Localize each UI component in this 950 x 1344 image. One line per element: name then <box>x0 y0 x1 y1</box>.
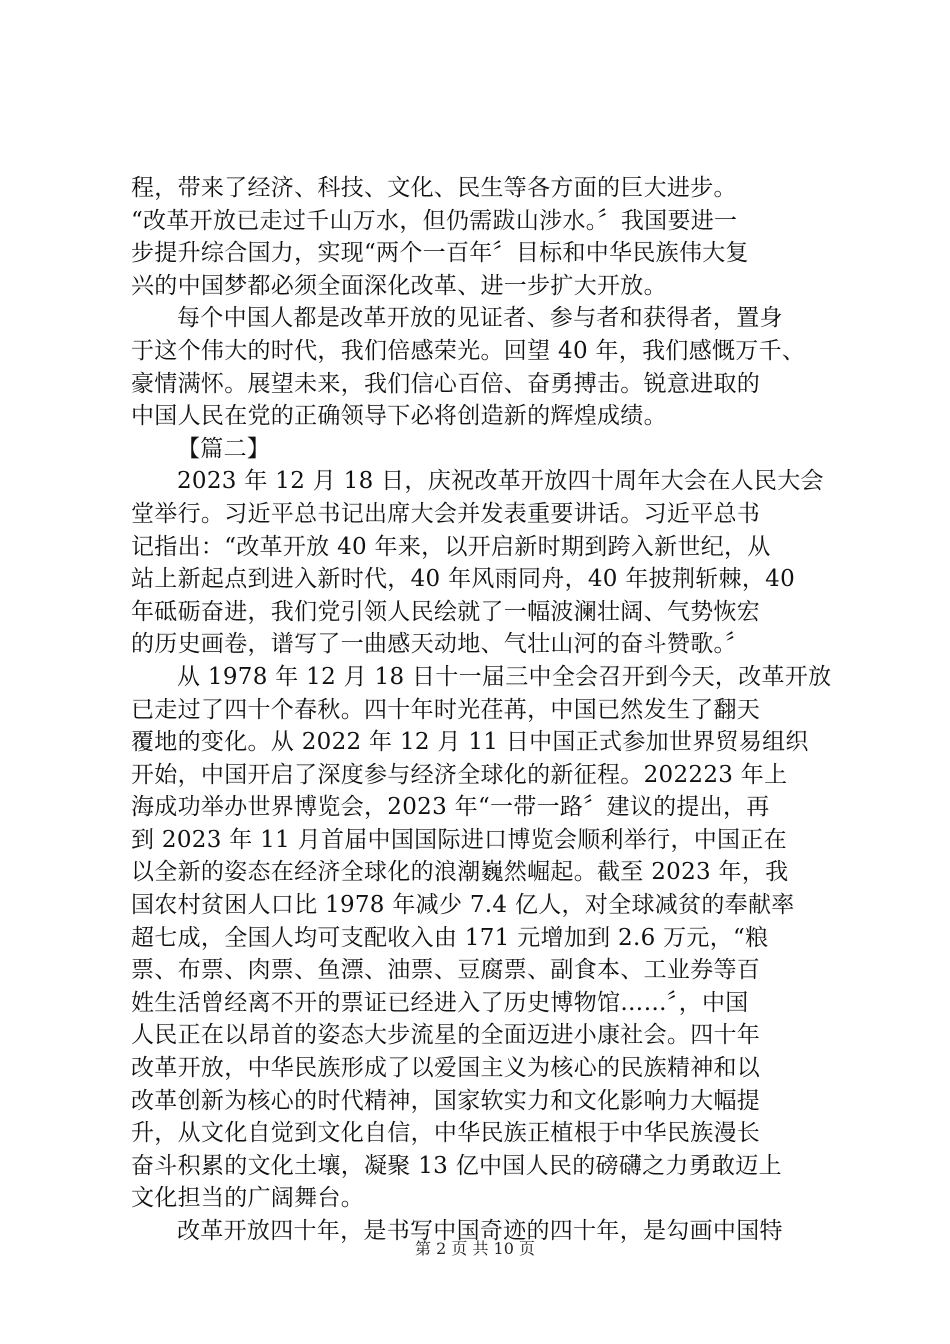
text-line: 年砥砺奋进，我们党引领人民绘就了一幅波澜壮阔、气势恢宏 <box>131 598 761 625</box>
text-line: 已走过了四十个春秋。四十年时光荏苒，中国已然发生了翻天 <box>131 696 761 723</box>
text-line: 海成功举办世界博览会，2023 年“一带一路〞建议的提出，再 <box>131 794 770 821</box>
text-line: 奋斗积累的文化土壤，凝聚 13 亿中国人民的磅礴之力勇敢迈上 <box>131 1152 782 1179</box>
text-line: 每个中国人都是改革开放的见证者、参与者和获得者，置身 <box>177 305 783 332</box>
text-line: 【篇二】 <box>177 435 271 462</box>
text-line: 站上新起点到进入新时代，40 年风雨同舟，40 年披荆斩棘，40 <box>131 566 796 593</box>
text-line: 2023 年 12 月 18 日，庆祝改革开放四十周年大会在人民大会 <box>177 468 824 495</box>
page-footer: 第 2 页 共 10 页 <box>415 1239 535 1258</box>
text-line: 豪情满怀。展望未来，我们信心百倍、奋勇搏击。锐意进取的 <box>131 370 761 397</box>
text-line: 记指出：“改革开放 40 年来，以开启新时期到跨入新世纪，从 <box>131 533 771 560</box>
text-line: 中国人民在党的正确领导下必将创造新的辉煌成绩。 <box>131 403 667 430</box>
text-line: 改革开放，中华民族形成了以爱国主义为核心的民族精神和以 <box>131 1055 761 1082</box>
text-line: 文化担当的广阔舞台。 <box>131 1185 364 1212</box>
text-line: 超七成，全国人均可支配收入由 171 元增加到 2.6 万元，“粮 <box>131 924 769 951</box>
text-line: 开始，中国开启了深度参与经济全球化的新征程。202223 年上 <box>131 761 788 788</box>
text-line: 到 2023 年 11 月首届中国国际进口博览会顺利举行，中国正在 <box>131 826 787 853</box>
text-line: 于这个伟大的时代，我们倍感荣光。回望 40 年，我们感慨万千、 <box>131 337 806 364</box>
text-line: 人民正在以昂首的姿态大步流星的全面迈进小康社会。四十年 <box>131 1022 761 1049</box>
text-line: 的历史画卷，谱写了一曲感天动地、气壮山河的奋斗赞歌。〞 <box>131 631 749 658</box>
text-line: 程，带来了经济、科技、文化、民生等各方面的巨大进步。 <box>131 175 737 201</box>
text-line: 国农村贫困人口比 1978 年减少 7.4 亿人，对全球减贫的奉献率 <box>131 892 795 919</box>
text-line: 改革创新为核心的时代精神，国家软实力和文化影响力大幅提 <box>131 1087 761 1114</box>
text-line: 兴的中国梦都必须全面深化改革、进一步扩大开放。 <box>131 272 667 299</box>
text-line: 堂举行。习近平总书记出席大会并发表重要讲话。习近平总书 <box>131 500 761 527</box>
text-line: 改革开放四十年，是书写中国奇迹的四十年，是勾画中国特 <box>177 1218 783 1244</box>
text-line: 升，从文化自觉到文化自信，中华民族正植根于中华民族漫长 <box>131 1120 761 1147</box>
text-line: 票、布票、肉票、鱼漂、油票、豆腐票、副食本、工业券等百 <box>131 957 761 984</box>
text-line: 从 1978 年 12 月 18 日十一届三中全会召开到今天，改革开放 <box>177 663 832 690</box>
document-body <box>131 172 851 1248</box>
text-line: 步提升综合国力，实现“两个一百年〞目标和中华民族伟大复 <box>131 240 749 267</box>
text-line: 姓生活曾经离不开的票证已经进入了历史博物馆……〞，中国 <box>131 989 749 1016</box>
text-line: “改革开放已走过千山万水，但仍需跋山涉水。〞我国要进一 <box>131 207 738 234</box>
text-line: 以全新的姿态在经济全球化的浪潮巍然崛起。截至 2023 年，我 <box>131 859 789 886</box>
text-line: 覆地的变化。从 2022 年 12 月 11 日中国正式参加世界贸易组织 <box>131 729 809 756</box>
